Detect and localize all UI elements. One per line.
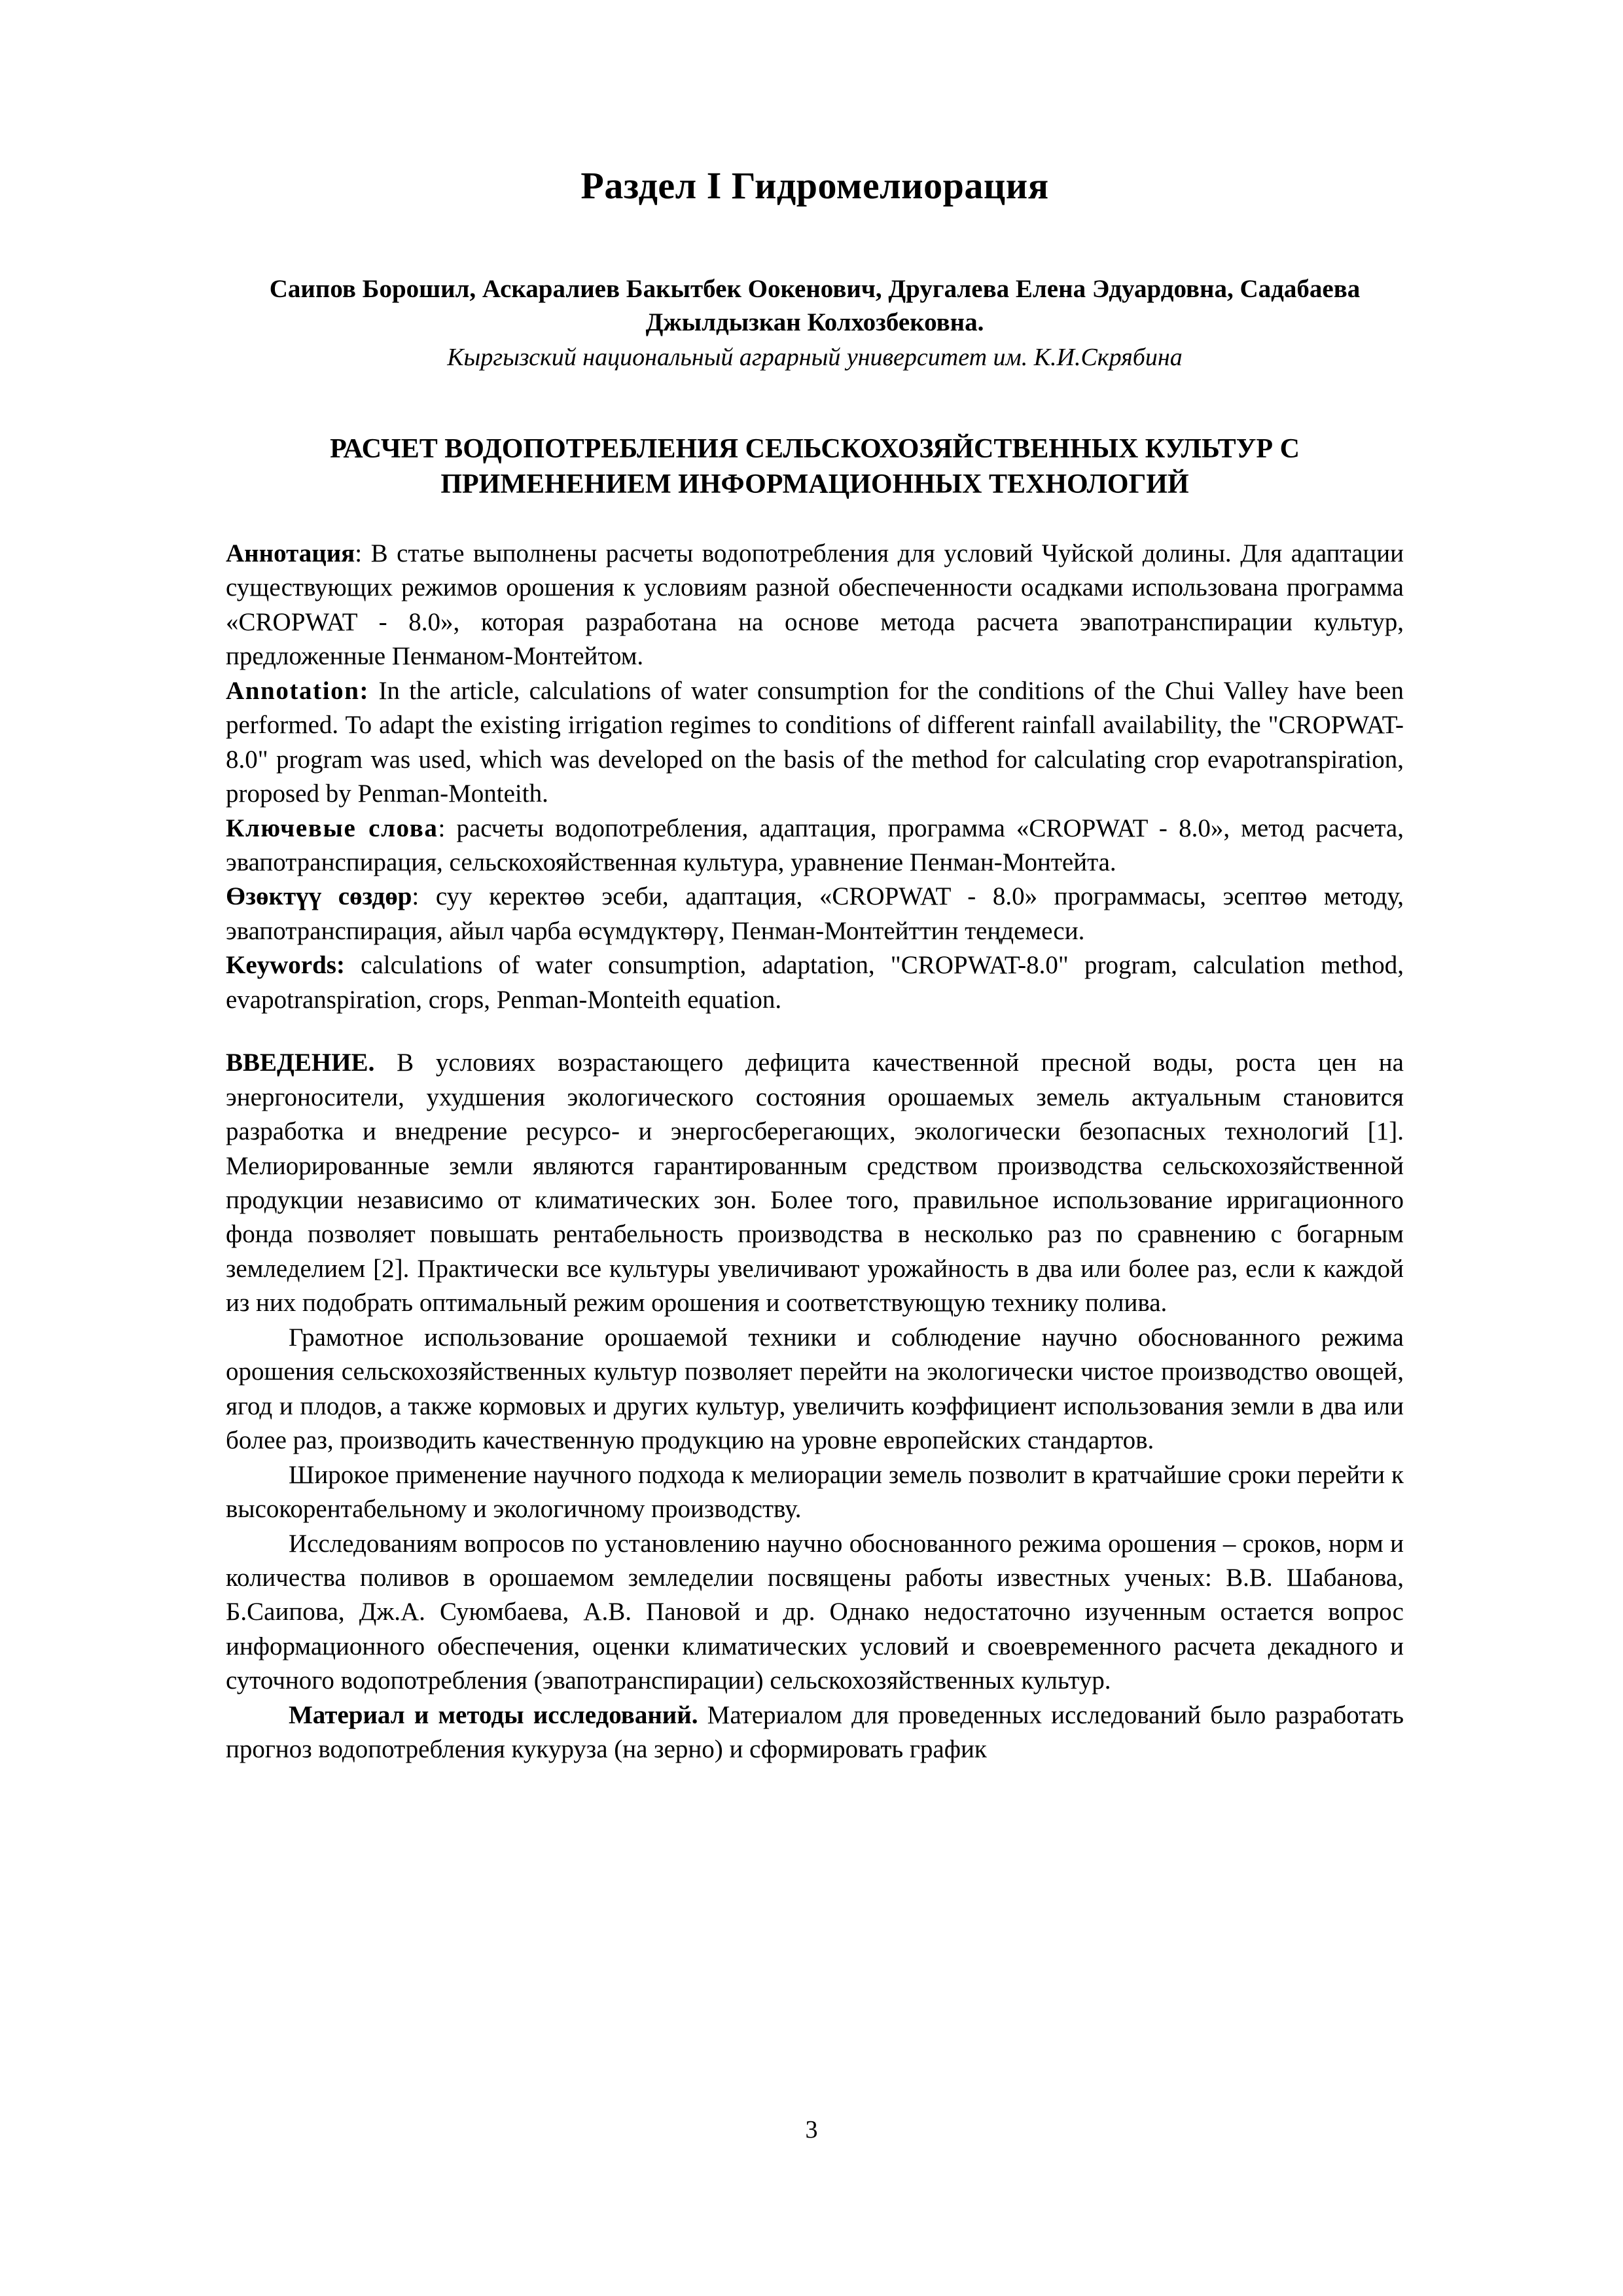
keywords-en-label: Keywords: — [226, 951, 345, 980]
keywords-ky-label: Өзөктүү сөздөр — [226, 882, 412, 911]
methods-text: Материалом для проведенных исследований было разработать прогноз водопотребления кукуруза (на зерно) и сформировать график — [226, 1700, 1404, 1764]
abstract-ru-label: Аннотация — [226, 539, 355, 567]
methods-label: Материал и методы исследований. — [289, 1700, 698, 1729]
abstract-section — [226, 537, 1404, 1017]
keywords-ru-text: : расчеты водопотребления, адаптация, программа «CROPWAT - 8.0», метод расчета, эвапотранспирация, сельскохояйственная культура, уравнение Пенман-Монтейта. — [226, 814, 1404, 876]
affiliation: Кыргызский национальный аграрный университет им. К.И.Скрябина — [447, 344, 1183, 372]
page-title: РАСЧЕТ ВОДОПОТРЕБЛЕНИЯ СЕЛЬСКОХОЗЯЙСТВЕННЫХ КУЛЬТУР С ПРИМЕНЕНИЕМ ИНФОРМАЦИОННЫХ ТЕХНОЛОГИЙ — [330, 434, 1300, 500]
keywords-ru-label: Ключевые слова — [226, 814, 438, 842]
methods-paragraph — [226, 1698, 1404, 1767]
abstract-en — [226, 674, 1404, 812]
abstract-en-label: Annotation: — [226, 676, 370, 705]
introduction-paragraph-1-text: В условиях возрастающего дефицита качественной пресной воды, роста цен на энергоносители, ухудшения экологического состояния орошаемых земель актуальным становится разработка и внедрение ресурсо- и энергосберегающих, экологически безопасных технологий [1]. Мелиорированные земли являются гарантированным средством производства сельскохозяйственной продукции независимо от климатических зон. Более того, правильное использование ирригационного фонда позволяет повышать рентабельность производства в несколько раз по сравнению с богарным земледелием [2]. Практически все культуры увеличивают урожайность в два или более раз, если к каждой из них подобрать оптимальный режим орошения и соответствующую технику полива. — [226, 1049, 1404, 1318]
page-content — [226, 0, 1404, 1767]
introduction-section — [226, 1046, 1404, 1767]
section-heading: Раздел I Гидромелиорация — [580, 164, 1049, 207]
keywords-en — [226, 948, 1404, 1017]
keywords-ky — [226, 880, 1404, 948]
introduction-paragraph-2: Грамотное использование орошаемой техники и соблюдение научно обоснованного режима орошения сельскохозяйственных культур позволяет перейти на экологически чистое производство овощей, ягод и плодов, а также кормовых и других культур, увеличить коэффициент использования земли в два или более раз, производить качественную продукцию на уровне европейских стандартов. — [226, 1323, 1404, 1455]
author-list: Саипов Борошил, Аскаралиев Бакытбек Оокенович, Другалева Елена Эдуардовна, Садабаева Джылдызкан Колхозбековна. — [269, 275, 1361, 336]
introduction-paragraph-3: Широкое применение научного подхода к мелиорации земель позволит в кратчайшие сроки перейти к высокорентабельному и экологичному производству. — [226, 1460, 1404, 1524]
abstract-ru — [226, 537, 1404, 674]
page-number: 3 — [805, 2116, 818, 2144]
abstract-en-text: In the article, calculations of water consumption for the conditions of the Chui Valley have been performed. To adapt the existing irrigation regimes to conditions of different rainfall availability, the "CROPWAT-8.0" program was used, which was developed on the basis of the method for calculating crop evapotranspiration, proposed by Penman-Monteith. — [226, 676, 1404, 808]
keywords-ky-text: : суу керектөө эсеби, адаптация, «CROPWAT - 8.0» программасы, эсептөө методу, эвапотранспирация, айыл чарба өсүмдүктөрү, Пенман-Монтейттин теңдемеси. — [226, 882, 1404, 945]
introduction-paragraph-1 — [226, 1046, 1404, 1321]
keywords-ru — [226, 812, 1404, 880]
introduction-label: ВВЕДЕНИЕ. — [226, 1049, 375, 1077]
keywords-en-text: calculations of water consumption, adaptation, "CROPWAT-8.0" program, calculation method, evapotranspiration, crops, Penman-Monteith equation. — [226, 951, 1404, 1014]
abstract-ru-text: : В статье выполнены расчеты водопотребления для условий Чуйской долины. Для адаптации существующих режимов орошения к условиям разной обеспеченности осадками использована программа «CROPWAT - 8.0», которая разработана на основе метода расчета эвапотранспирации культур, предложенные Пенманом-Монтейтом. — [226, 539, 1404, 671]
introduction-paragraph-4: Исследованиям вопросов по установлению научно обоснованного режима орошения – сроков, норм и количества поливов в орошаемом земледелии посвящены работы известных ученых: В.В. Шабанова, Б.Саипова, Дж.А. Суюмбаева, А.В. Пановой и др. Однако недостаточно изученным остается вопрос информационного обеспечения, оценки климатических условий и своевременного расчета декадного и суточного водопотребления (эвапотранспирации) сельскохозяйственных культур. — [226, 1529, 1404, 1695]
